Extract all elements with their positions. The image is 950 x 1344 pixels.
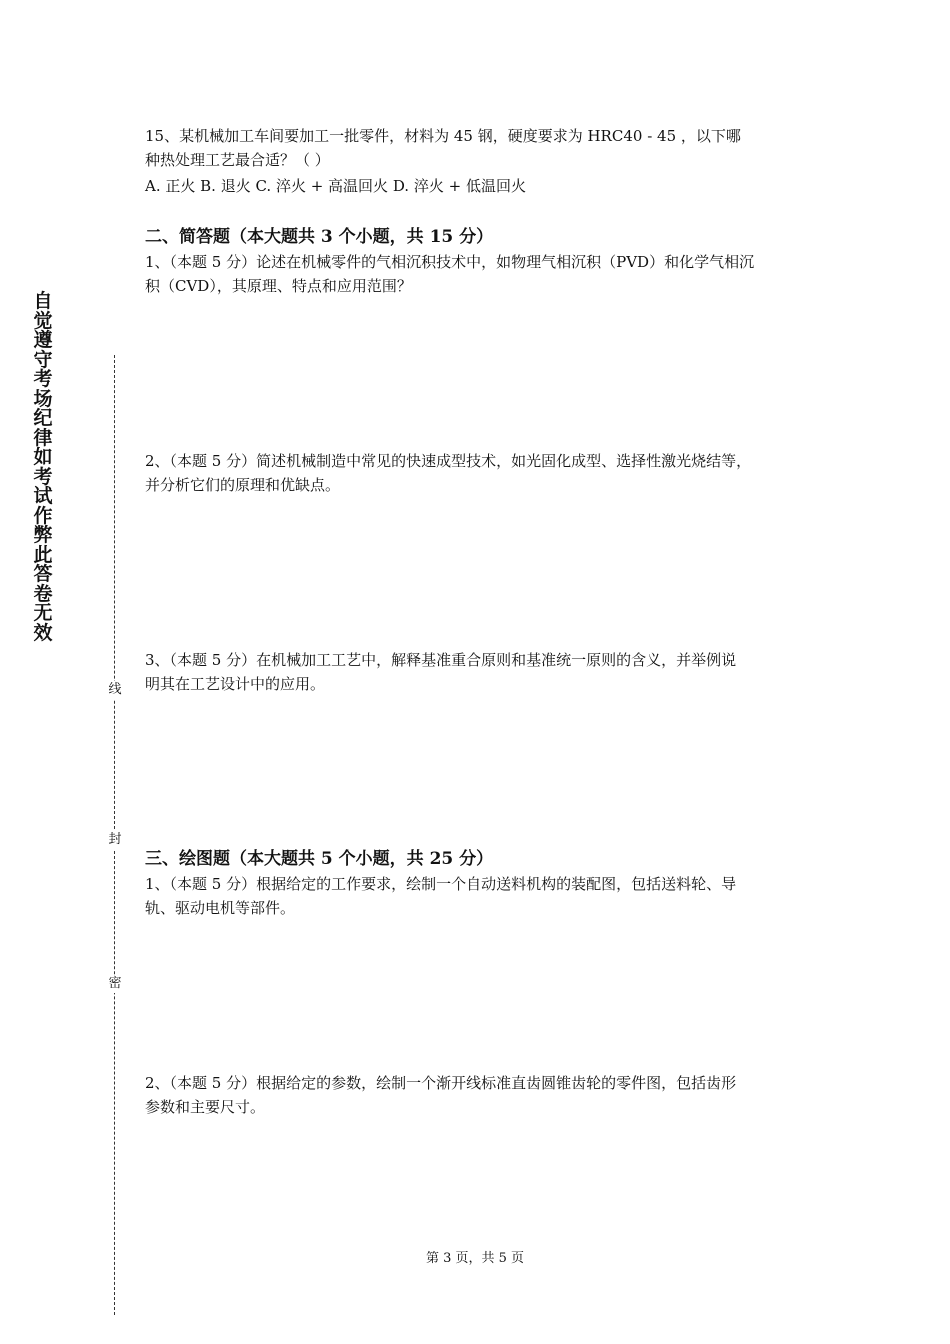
q15-stem-line2: 种热处理工艺最合适？（ ） [145, 151, 330, 169]
s3-q1-line2: 轨、驱动电机等部件。 [145, 899, 296, 917]
warning-char: 答 [33, 563, 53, 585]
page-number: 第 3 页，共 5 页 [425, 1251, 525, 1266]
warning-char: 无 [33, 602, 53, 624]
warning-char: 觉 [33, 309, 53, 332]
s3-q2-line1: 2、（本题 5 分）根据给定的参数，绘制一个渐开线标准直齿圆锥齿轮的零件图，包括齿形 [145, 1074, 737, 1092]
s3-q1-line1: 1、（本题 5 分）根据给定的工作要求，绘制一个自动送料机构的装配图，包括送料轮、导 [145, 875, 737, 893]
warning-char: 效 [33, 621, 53, 644]
warning-char: 弊 [33, 524, 53, 546]
warning-char: 作 [33, 504, 53, 527]
s2-q3-line1: 3、（本题 5 分）在机械加工工艺中，解释基准重合原则和基准统一原则的含义，并举例说 [145, 651, 737, 669]
seal-label-feng: 封 [106, 831, 124, 849]
warning-char: 场 [33, 387, 53, 410]
s2-q2-line2: 并分析它们的原理和优缺点。 [145, 476, 341, 494]
s2-q1-line1: 1、（本题 5 分）论述在机械零件的气相沉积技术中，如物理气相沉积（PVD）和化学气相沉 [145, 253, 755, 271]
warning-char: 卷 [33, 582, 53, 605]
exam-discipline-warning [30, 292, 56, 643]
warning-char: 自 [33, 290, 53, 312]
s2-q2-line1: 2、（本题 5 分）简述机械制造中常见的快速成型技术，如光固化成型、选择性激光烧结等， [145, 452, 752, 470]
section3-title: 三、绘图题（本大题共 5 个小题，共 25 分） [145, 849, 494, 869]
warning-char: 考 [33, 368, 53, 390]
q15-stem-line1: 15、某机械加工车间要加工一批零件，材料为 45 钢，硬度要求为 HRC40 - 45 ，以下哪 [145, 127, 741, 145]
warning-char: 试 [33, 485, 53, 507]
warning-char: 律 [33, 426, 53, 449]
warning-char: 此 [33, 543, 53, 566]
warning-char: 如 [33, 446, 53, 468]
seal-label-mi: 密 [106, 975, 124, 993]
s2-q1-line2: 积（CVD），其原理、特点和应用范围？ [145, 277, 412, 295]
s2-q3-line2: 明其在工艺设计中的应用。 [145, 675, 326, 693]
warning-char: 遵 [33, 329, 53, 351]
warning-char: 考 [33, 465, 53, 488]
s3-q2-line2: 参数和主要尺寸。 [145, 1098, 266, 1116]
q15-options: A. 正火 B. 退火 C. 淬火 + 高温回火 D. 淬火 + 低温回火 [145, 177, 526, 195]
warning-char: 纪 [33, 407, 53, 429]
warning-char: 守 [33, 348, 53, 371]
seal-label-line: 线 [106, 681, 124, 699]
section2-title: 二、简答题（本大题共 3 个小题，共 15 分） [145, 227, 494, 247]
